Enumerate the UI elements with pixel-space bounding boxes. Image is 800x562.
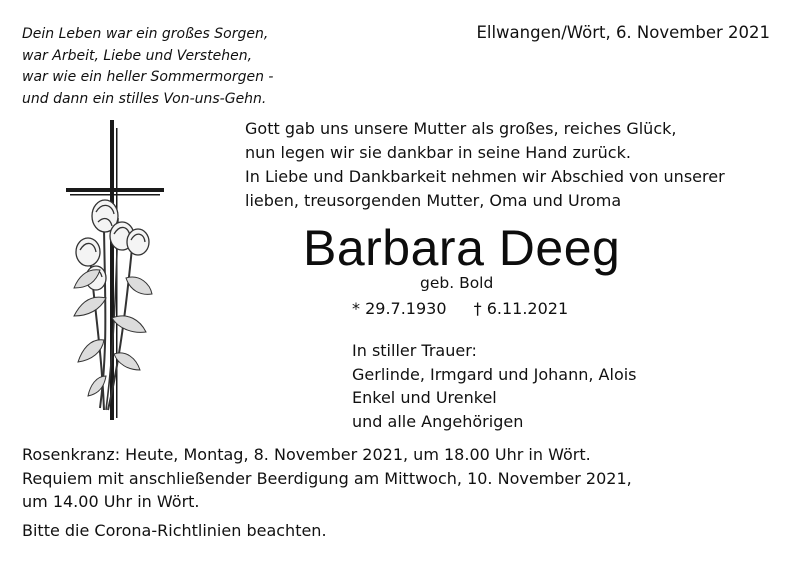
place-and-date: Ellwangen/Wört, 6. November 2021 [476,23,770,42]
intro-text [245,117,725,213]
service-line: um 14.00 Uhr in Wört. [22,492,200,511]
service-line: Requiem mit anschließender Beerdigung am Mittwoch, 10. November 2021, [22,468,632,488]
service-details [22,443,632,514]
deceased-name: Barbara Deeg [303,220,621,276]
cross-with-roses-icon [60,118,170,433]
poem-line: war Arbeit, Liebe und Verstehen, [22,47,253,64]
intro-line: Gott gab uns unsere Mutter als großes, reiches Glück, [245,119,677,138]
poem-line: war wie ein heller Sommermorgen - [22,69,274,85]
poem-line: und dann ein stilles Von-uns-Gehn. [22,90,267,107]
corona-note: Bitte die Corona-Richtlinien beachten. [22,521,327,540]
mourners-line: und alle Angehörigen [352,411,524,431]
memorial-poem [22,24,273,110]
intro-line: lieben, treusorgenden Mutter, Oma und Uroma [245,191,622,210]
mourners-line: In stiller Trauer: [352,341,477,360]
intro-line: nun legen wir sie dankbar in seine Hand zurück. [245,143,631,162]
intro-line: In Liebe und Dankbarkeit nehmen wir Abschied von unserer [245,167,725,186]
mourners-line: Enkel und Urenkel [352,388,497,407]
birth-name: geb. Bold [420,274,494,292]
birth-date: * 29.7.1930 [352,299,447,318]
death-date: † 6.11.2021 [473,299,569,318]
poem-line: Dein Leben war ein großes Sorgen, [22,26,269,42]
mourners-list [352,339,637,433]
mourners-line: Gerlinde, Irmgard und Johann, Alois [352,364,637,384]
service-line: Rosenkranz: Heute, Montag, 8. November 2021, um 18.00 Uhr in Wört. [22,445,591,464]
life-dates [352,299,568,318]
